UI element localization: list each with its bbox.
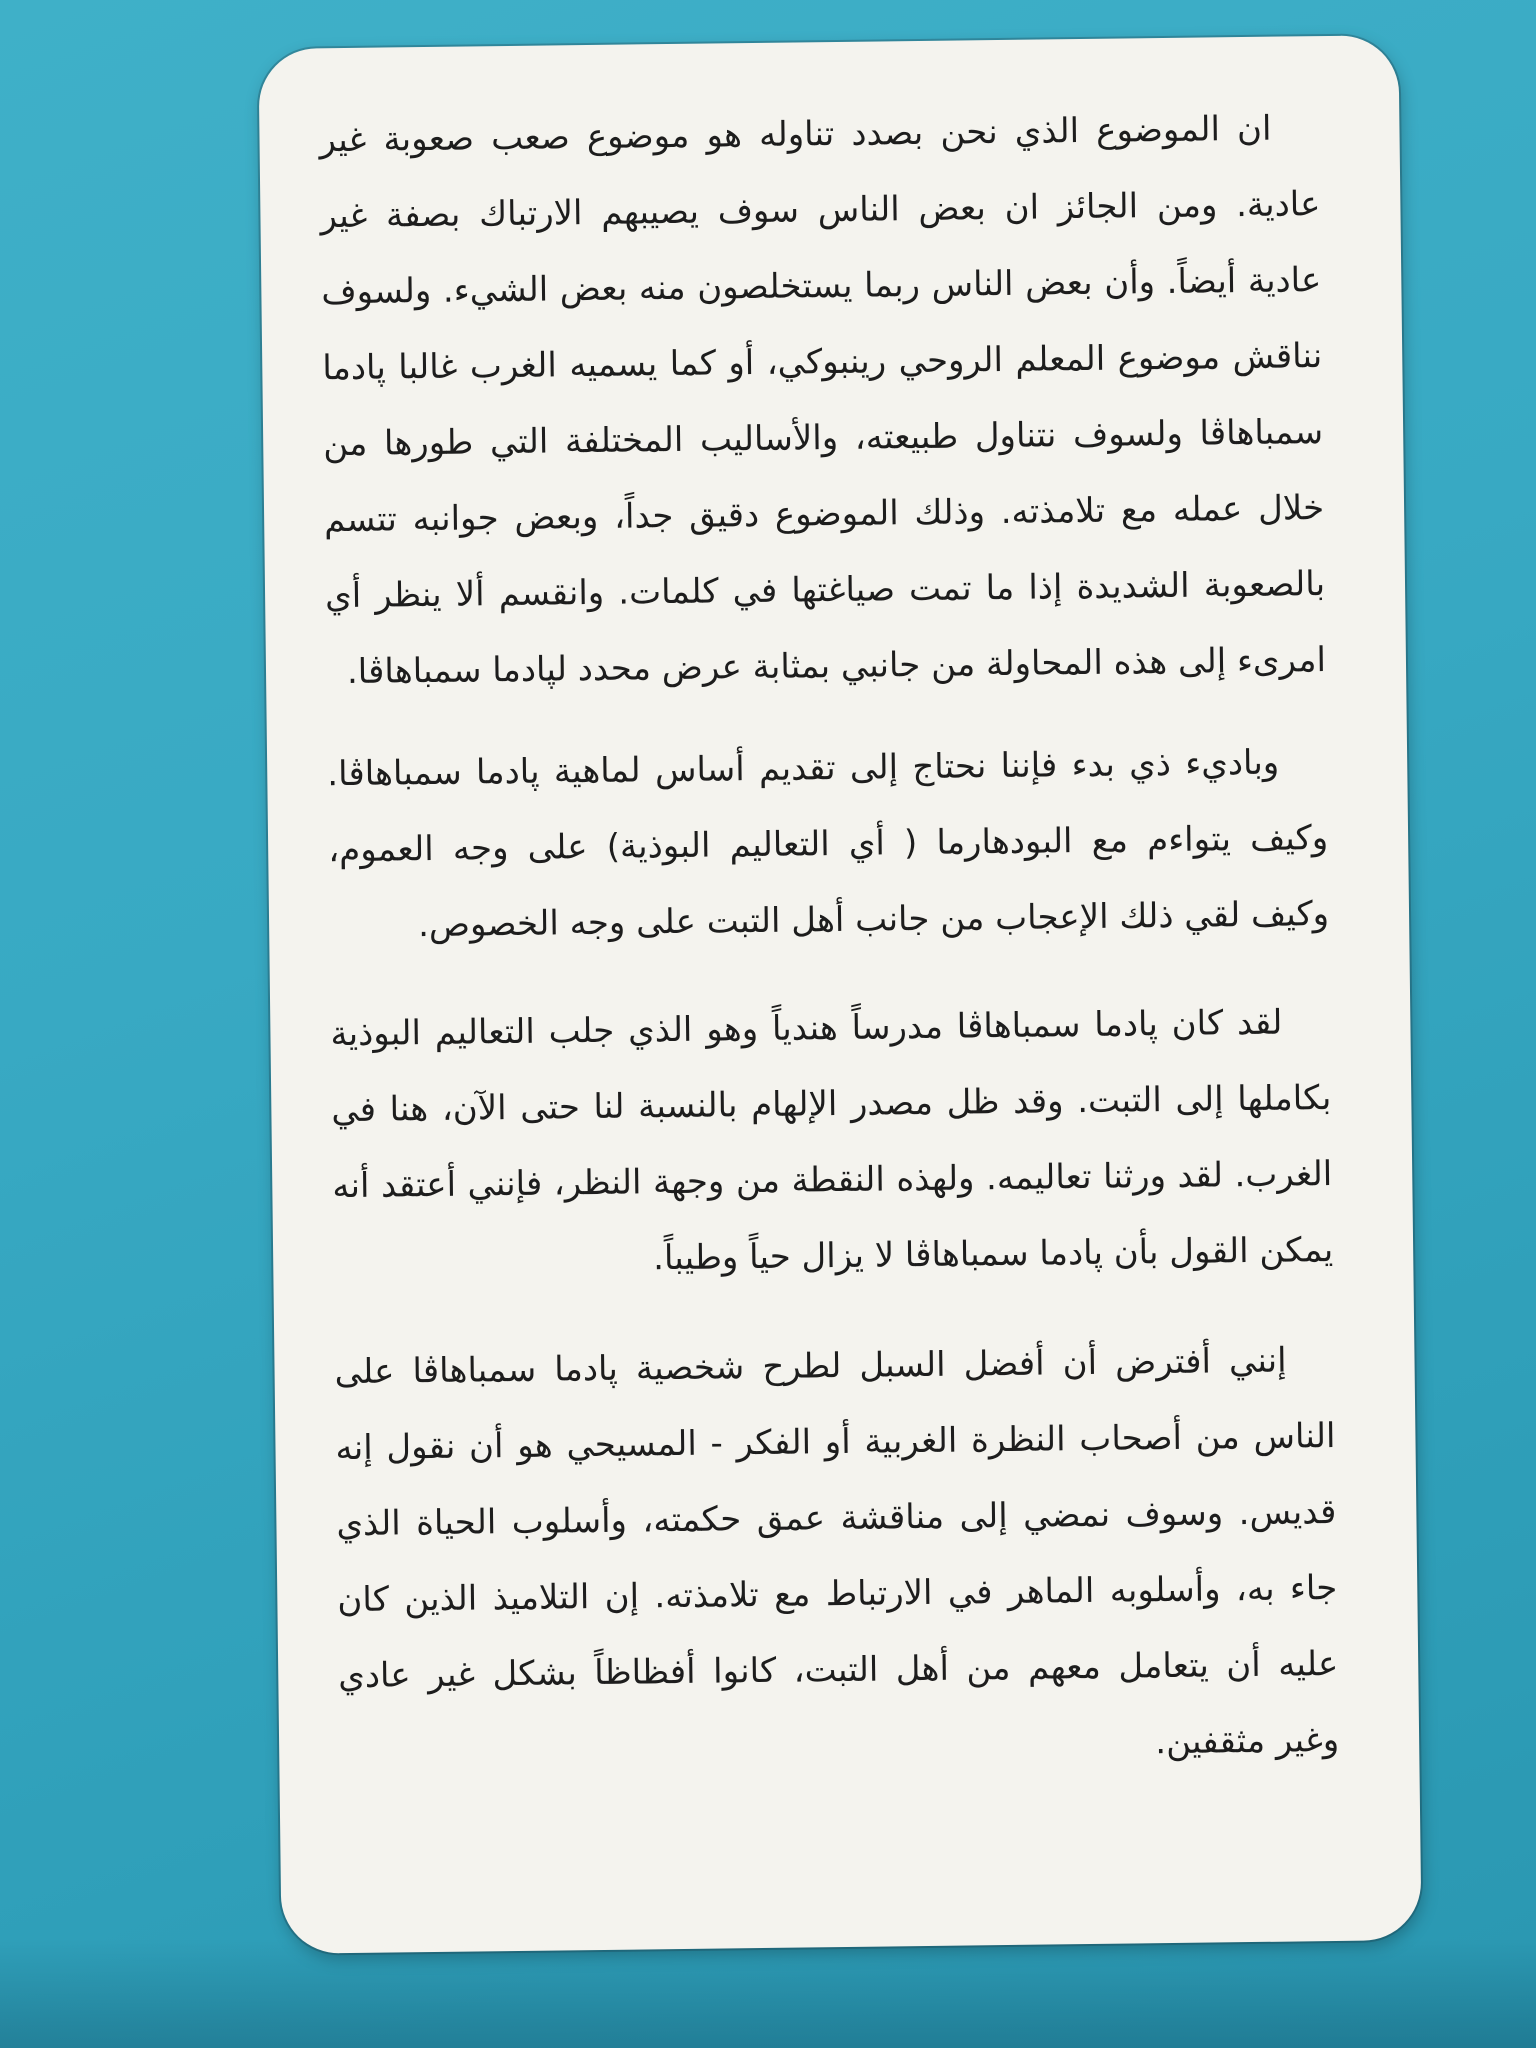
arabic-text-body	[319, 90, 1340, 1790]
cover-edge-shadow	[0, 1940, 1536, 2048]
text-panel	[258, 35, 1421, 1954]
paragraph-4: إنني أفترض أن أفضل السبل لطرح شخصية پادما سمباهاڤا على الناس من أصحاب النظرة الغربية أو الفكر - المسيحي هو أن نقول إنه قديس. وسوف نمضي إلى مناقشة عمق حكمته، وأسلوب الحياة الذي جاء به، وأسلوبه الماهر في الارتباط مع تلامذته. إن التلاميذ الذين كان عليه أن يتعامل معهم من أهل التبت، كانوا أفظاظاً بشكل غير عادي وغير مثقفين.	[334, 1340, 1340, 1763]
paragraph-1: ان الموضوع الذي نحن بصدد تناوله هو موضوع صعب صعوبة غير عادية. ومن الجائز ان بعض الناس سوف يصيبهم الارتباك بصفة غير عادية أيضاً. وأن بعض الناس ربما يستخلصون منه بعض الشيء. ولسوف نناقش موضوع المعلم الروحي رينبوكي، أو كما يسميه الغرب غالبا پادما سمباهاڤا ولسوف نتناول طبيعته، والأساليب المختلفة التي طورها من خلال عمله مع تلامذته. وذلك الموضوع دقيق جداً، وبعض جوانبه تتسم بالصعوبة الشديدة إذا ما تمت صياغتها في كلمات. وانقسم ألا ينظر أي امرىء إلى هذه المحاولة من جانبي بمثابة عرض محدد لپادما سمباهاڤا.	[319, 108, 1327, 692]
paragraph-2: وباديء ذي بدء فإننا نحتاج إلى تقديم أساس لماهية پادما سمباهاڤا. وكيف يتواءم مع البودهارما ( أي التعاليم البوذية) على وجه العموم، وكيف لقي ذلك الإعجاب من جانب أهل التبت على وجه الخصوص.	[327, 742, 1330, 946]
paragraph-3: لقد كان پادما سمباهاڤا مدرساً هندياً وهو الذي جلب التعاليم البوذية بكاملها إلى التبت. وقد ظل مصدر الإلهام بالنسبة لنا حتى الآن، هنا في الغرب. لقد ورثنا تعاليمه. ولهذه النقطة من وجهة النظر، فإنني أعتقد أنه يمكن القول بأن پادما سمباهاڤا لا يزال حياً وطيباً.	[330, 1002, 1334, 1279]
